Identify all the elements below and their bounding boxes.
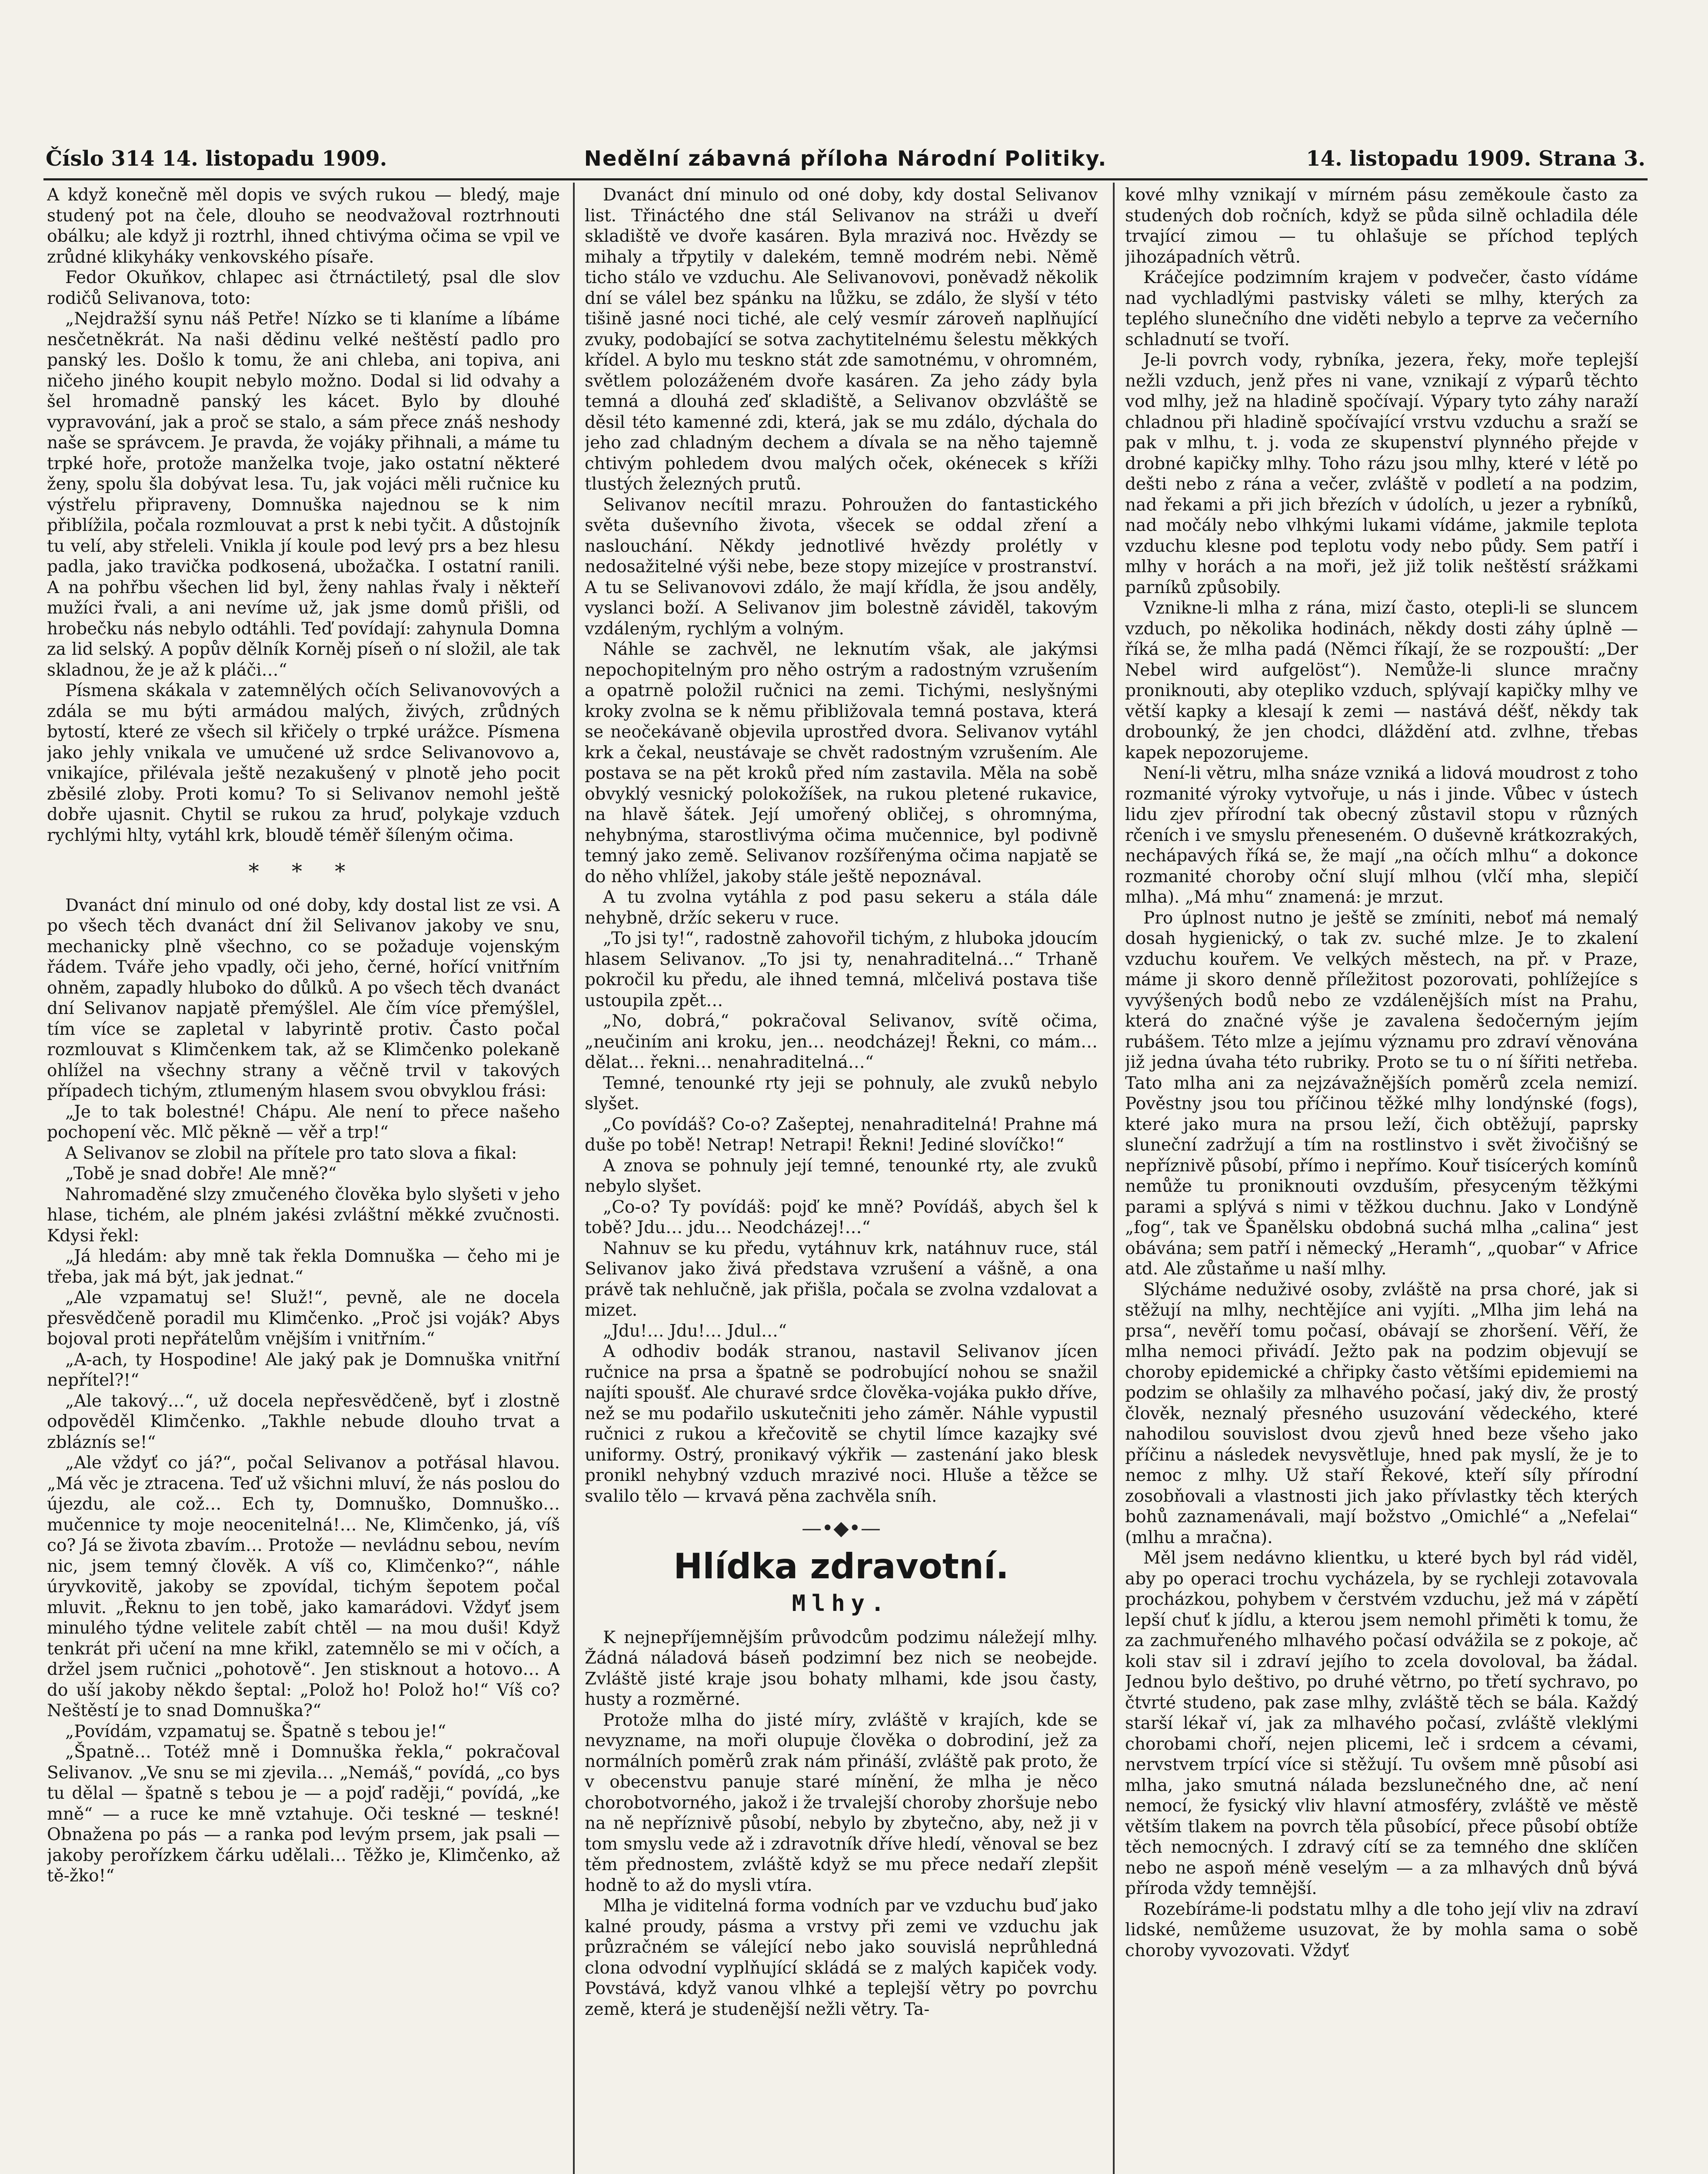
paragraph: Pro úplnost nutno je ještě se zmíniti, neboť má nemalý dosah hygienický, o tak zv. suché mlze. Je to zkalení vzduchu kouřem. Ve velkých městech, na př. v Praze, máme ji skoro denně příležitost pozorovati, pohlížejíce s vyvýšených bodů nebo ze vzdálenějších míst na Prahu, která do značné výše je zavalena šedočerným jejím rubášem. Této mlze a jejímu významu pro zdraví věnována již jedna úvaha této rubriky. Proto se tu o ní šířiti netřeba. Tato mlha ani za nejzávažnějších poměrů zcela nemizí. Pověstny jsou tou příčinou těžké mlhy londýnské (fogs), které jako mura na prsou leží, čich obtěžují, paprsky sluneční zadržují a tím na rostlinstvo i svět živočišný se nepříznivě působí, přímo i nepřímo. Kouř tisícerých komínů nemůže tu proniknouti ovzduším, přesyceným těžkými parami a splývá s nimi v těžkou duchnu. Jako v Londýně „fog“, tak ve Španělsku obdobná suchá mlha „calina“ jest obávána; sem patří i německý „Heramh“, „quobar“ v Africe atd. Ale zůstaňme u naší mlhy. [1125,908,1638,1279]
column-divider-2 [1113,183,1115,2174]
header-issue: Číslo 314 14. listopadu 1909. [46,147,387,171]
paragraph: A když konečně měl dopis ve svých rukou — bledý, maje studený pot na čele, dlouho se neodvažoval roztrhnouti obálku; ale když ji roztrhl, ihned chtivýma očima se vpil ve zrůdné klikyháky venkovského písaře. [47,185,560,267]
paragraph: Mlha je viditelná forma vodních par ve vzduchu buď jako kalné proudy, pásma a vrstvy při zemi ve vzduchu jak průzračném se válející nebo jako souvislá neprůhledná clona odvodní vyplňující skládá se z malých kapiček vody. Povstává, když vanou vlhké a teplejší větry po povrchu země, která je studenější nežli větry. Ta- [585,1896,1098,2019]
paragraph: K nejnepříjemnějším průvodcům podzimu náležejí mlhy. Žádná náladová báseň podzimní bez nich se neobejde. Zvláště jisté kraje jsou bohaty mlhami, kde jsou časty, husty a rozměrné. [585,1627,1098,1709]
paragraph: „Tobě je snad dobře! Ale mně?“ [65,1164,337,1184]
paragraph: Slýcháme neduživé osoby, zvláště na prsa choré, jak si stěžují na mlhy, nechtějíce ani vyjíti. „Mlha jim lehá na prsa“, nevěří tomu počasí, obávají se zhoršení. Věří, že mlha nemoci přivádí. Ježto pak na podzim objevují se choroby epidemické a chřipky často většími epidemiemi na podzim se ohlašily za mlhavého počasí, jaký div, že prostý člověk, neznalý přesného usuzování vědeckého, které nahodilou souvislost dvou zjevů hned beze všeho jako příčinu a následek nevysvětluje, hned pak myslí, že je to nemoc z mlhy. Už staří Řekové, kteří síly přírodní zosobňovali a vlastnosti jich jako přívlastky těch kterých bohů zaznamenávali, mají božstvo „Omichlé“ a „Nefelai“ (mlhu a mračna). [1125,1280,1638,1547]
paragraph: „Nejdražší synu náš Petře! Nízko se ti klaníme a líbáme nesčetněkrát. Na naši dědinu velké neštěstí padlo pro panský les. Došlo k tomu, že ani chleba, ani topiva, ani ničeho jiného koupit nebylo možno. Dodal si lid odvahy a šel hromadně panský les kácet. Bylo by dlouhé vypravování, jak a proč se stalo, a sám přece znáš neshody naše se správcem. Je pravda, že vojáky přihnali, a máme tu trpké hoře, protože manželka tvoje, jako ostatní některé ženy, spolu šla dobývat lesa. Tu, jak vojáci měli ručnice ku výstřelu připraveny, Domnuška najednou se k nim přiblížila, počala rozmlouvat a prst k nebi tyčit. A důstojník tu velí, aby střeleli. Vnikla jí koule pod levý prs a bez hlesu padla, jako travička podkosená, ubožačka. I ostatní ranili. A na pohřbu všechen lid byl, ženy nahlas řvaly i někteří mužíci řvali, a ani nevíme už, jak jsme domů přišli, od hrobečku nás nebylo odtáhli. Teď povídají: zahynula Domna za lid selský. A popův dělník Korněj píseň o ní složil, ale tak skladnou, že je až k pláči…“ [47,309,560,680]
paragraph: „Ale vzpamatuj se! Služ!“, pevně, ale ne docela přesvědčeně poradil mu Klimčenko. „Proč jsi voják? Abys bojoval proti nepřátelům vnějším i vnitřním.“ [47,1288,560,1349]
column-3 [1125,185,1638,2174]
page-header [46,143,1645,174]
paragraph: „Ale vždyť co já?“, počal Selivanov a potřásal hlavou. „Má věc je ztracena. Teď už všichni mluví, že nás poslou do újezdu, ale což… Ech ty, Domnuško, Domnuško… mučennice ty moje neocenitelná!… Ne, Klimčenko, já, víš co? Já se života zbavím… Protože — nevládnu sebou, nevím nic, jsem temný člověk. A víš co, Klimčenko?“, náhle úryvkovitě, jakoby se zpovídal, tichým šepotem počal mluvit. „Řeknu to jen tobě, jako kamarádovi. Vždyť jsem minulého týdne velitele zabít chtěl — na mou duši! Když tenkrát při učení na mne křikl, zatemnělo se mi v očích, a držel jsem ručnici „pohotově“. Jen stisknout a hotovo… A do uší jakoby někdo šeptal: „Polož ho! Polož ho!“ Víš co? Neštěstí je to snad Domnuška?“ [47,1453,560,1721]
paragraph: „A-ach, ty Hospodine! Ale jaký pak je Domnuška vnitřní nepřítel?!“ [47,1350,560,1390]
paragraph: Selivanov necítil mrazu. Pohroužen do fantastického světa duševního života, všecek se oddal zření a naslouchání. Někdy jednotlivé hvězdy prolétly v nedosažitelné výši nebe, beze stopy mizejíce v prostranství. A tu se Selivanovovi zdálo, že mají křídla, že jsou anděly, vyslanci boží. A Selivanov jim bolestně záviděl, takovým vzdáleným, rychlým a volným. [585,495,1098,639]
paragraph: „Co-o? Ty povídáš: pojď ke mně? Povídáš, abych šel k tobě? Jdu… jdu… Neodcházej!…“ [585,1197,1098,1237]
paragraph: „No, dobrá,“ pokračoval Selivanov, svítě očima, „neučiním ani kroku, jen… neodcházej! Řekni, co mám… dělat… řekni… nenahraditelná…“ [585,1011,1098,1072]
paragraph: A tu zvolna vytáhla z pod pasu sekeru a stála dále nehybně, držíc sekeru v ruce. [585,887,1098,928]
paragraph: „Já hledám: aby mně tak řekla Domnuška — čeho mi je třeba, jak má být, jak jednat.“ [47,1247,560,1287]
column-2 [585,185,1098,2174]
paragraph: „Je to tak bolestné! Chápu. Ale není to přece našeho pochopení věc. Mlč pěkně — věř a trp!“ [47,1102,560,1142]
paragraph: Rozebíráme-li podstatu mlhy a dle toho její vliv na zdraví lidské, nemůžeme usuzovat, že by mohla sama o sobě choroby vyvozovati. Vždyť [1125,1899,1638,1961]
paragraph: Měl jsem nedávno klientku, u které bych byl rád viděl, aby po operaci trochu vycházela, by se rychleji zotavovala procházkou, pohybem v čerstvém vzduchu, jež má v zápětí lepší chuť k jídlu, a kterou jsem nemohl přiměti k tomu, že za zachmuřeného mlhavého počasí odvážila se z pokoje, ač koli stav sil i zdraví jejího to zcela dovoloval, ba žádal. Jednou bylo deštivo, po druhé větrno, po třetí sychravo, po čtvrté studeno, pak zase mlhy, zvláště těch se bála. Každý starší lékař ví, jak za mlhavého počasí, zvláště vleklými chorobami choří, nejen plicemi, leč i srdcem a cévami, nervstvem trpící více si stěžují. Tu ovšem mně působí asi mlha, jako smutná nálada bezslunečného dne, ač není nemocí, že fysický vliv hlavní atmosféry, zvláště ve městě větším tlakem na povrch těla působící, přece působí obtíže těch nemocných. I zdravý cítí se za temného dne sklíčen nebo ne aspoň méně veselým — a za mlhavých dnů bývá příroda vždy temnější. [1125,1548,1638,1898]
header-rule [43,178,1648,180]
paragraph: A Selivanov se zlobil na přítele pro tato slova a fikal: [65,1143,517,1163]
paragraph: A odhodiv bodák stranou, nastavil Selivanov jícen ručnice na prsa a špatně se podrobující nohou se snažil najíti spoušť. Ale churavé srdce člověka-vojáka pukło dříve, než se mu podařilo uskutečniti jeho záměr. Náhle vypustil ručnici z rukou a křečovitě se chytil límce kazajky své uniformy. Ostrý, pronikavý výkřik — zastenání jako blesk pronikl nehybný vzduch mrazivé noci. Hluše a těžce se svalilo tělo — krvavá pěna zachvěla sníh. [585,1342,1098,1506]
paragraph: „Jdu!… Jdu!… Jdul…“ [603,1321,787,1341]
paragraph: „Co povídáš? Co-o? Zašeptej, nenahraditelná! Prahne má duše po tobě! Netrap! Netrapi! Řekni! Jediné slovíčko!“ [585,1114,1098,1155]
paragraph: kové mlhy vznikají v mírném pásu zeměkoule často za studených dob ročních, když se půda silně ochladila déle trvající zimou — tu ohlašuje se příchod teplých jihozápadních větrů. [1125,185,1638,267]
header-page-number: 14. listopadu 1909. Strana 3. [1306,147,1645,171]
paragraph: Je-li povrch vody, rybníka, jezera, řeky, moře teplejší nežli vzduch, jenž přes ni vane, vznikají z výparů těchto vod mlhy, jež na hladině spočívají. Výpary tyto záhy naraží chladnou při hladině spočívající vrstvu vzduchu a sraží se pak v mlhu, t. j. voda ze skupenství plynného přejde v drobné kapičky mlhy. Toho rázu jsou mlhy, které v létě po dešti nebo z rána a večer, zvláště v podletí a na podzim, nad řekami a při jich březích v údolích, u jezer a rybníků, nad močály nebo vlhkými lukami vídáme, jakmile teplota vzduchu klesne pod teplotu vody nebo půdy. Sem patří i mlhy v horách a na moři, jež již tolik neštěstí srážkami parníků způsobily. [1125,350,1638,597]
paragraph: Nahnuv se ku předu, vytáhnuv krk, natáhnuv ruce, stál Selivanov jako živá představa vzrušení a vášně, a ona právě tak nehlučně, jak přišla, počala se zvolna vzdalovat a mizet. [585,1238,1098,1320]
section-title: Hlídka zdravotní. [673,1546,1009,1587]
section-ornament: —•◆•— [802,1516,881,1540]
paragraph: „To jsi ty!“, radostně zahovořil tichým, z hluboka jdoucím hlasem Selivanov. „To jsi ty, nenahraditelná…“ Trhaně pokročil ku předu, ale ihned temná, mlčelivá postava tiše ustoupila zpět… [585,929,1098,1010]
column-1 [47,185,560,2174]
paragraph: Písmena skákala v zatemnělých očích Selivanovových a zdála se mu býti armádou malých, živých, zrůdných bytostí, které ze všech sil křičely o trpké urážce. Písmena jako jehly vnikala ve umučené už srdce Selivanovovo a, vnikajíce, přilévala ještě nezakušený v plnotě jeho pocit zběsilé zloby. Proti komu? To si Selivanov nemohl ještě dobře ujasnit. Chytil se rukou za hruď, polykaje vzduch rychlými hlty, vytáhl krk, bloudě téměř šíleným očima. [47,681,560,845]
paragraph: Vznikne-li mlha z rána, mizí často, otepli-li se sluncem vzduch, po několika hodinách, někdy dosti záhy úplně — říká se, že mlha padá (Němci říkají, že se rozpouští: „Der Nebel wird aufgelöst“). Nemůže-li slunce mračny proniknouti, aby otepliko vzduch, splývají kapičky mlhy ve větší kapky a klesají k zemi — nastává déšť, někdy tak drobounký, že jen chodci, dláždění atd. zvlhne, třebas kapek nepozorujeme. [1125,598,1638,763]
paragraph: Temné, tenounké rty jeji se pohnuly, ale zvuků nebylo slyšet. [585,1073,1098,1114]
header-publication: Nedělní zábavná příloha Národní Politiky. [584,147,1107,171]
paragraph: Fedor Okuňkov, chlapec asi čtrnáctiletý, psal dle slov rodičů Selivanova, toto: [47,268,560,308]
paragraph: Dvanáct dní minulo od oné doby, kdy dostal Selivanov list. Třináctého dne stál Selivanov na stráži u dveří skladiště ve dvoře kasáren. Byla mrazivá noc. Hvězdy se mihaly a třpytily v dalekém, temně modrém nebi. Němě ticho stálo ve vzduchu. Ale Selivanovovi, poněvadž několik dní se válel bez spánku na lůžku, se zdálo, že slyší v této tišině jasné noci tiché, ale celý vesmír zároveň naplňující zvuky, podobající se sotva zachytitelnému šelestu měkkých křídel. A bylo mu tesknо stát zde samotnému, v ohromném, světlem polozáženém dvoře kasáren. Za jeho zády byla temná a dlouhá zeď skladiště, a Selivanov obzvláště se děsil této kamenné zdi, která, jak se mu zdálo, dýchala do jeho zad chladným dechem a dívala se na něho tajemně chtivým pohledem dvou malých oček, okénecek s kříži tlustých železných prutů. [585,185,1098,494]
paragraph: Dvanáct dní minulo od oné doby, kdy dostal list ze vsi. A po všech těch dvanáct dní žil Selivanov jakoby ve snu, mechanicky plně všechno, co se požaduje vojenským řádem. Tváře jeho vpadly, oči jeho, černé, hořící vnitřním ohněm, zapadly hluboko do důlků. A po všech těch dvanáct dní Selivanov napjatě přemýšlel. Ale čím více přemýšlel, tím více se zapletal v labyrintě protiv. Často počal rozmlouvat s Klimčenkem tak, až se Klimčenko polekaně ohlížel na všechny strany a věčně trvil v takových případech tichým, ztlumeným hlasem svou obvyklou frási: [47,895,560,1101]
paragraph: „Ale takový…“, už docela nepřesvědčeně, byť i zlostně odpověděl Klimčenko. „Takhle nebude dlouho trvat a zbláznís se!“ [47,1391,560,1452]
paragraph: Náhle se zachvěl, ne leknutím však, ale jakýmsi nepochopitelným pro něho ostrým a radostným vzrušením a opatrně položil ručnici na zemi. Tichými, neslyšnými kroky zvolna se k němu přibližovala temná postava, která se neočekávaně objevila uprostřed dvora. Selivanov vytáhl krk a čekal, neustávaje se chvět radostným vzrušením. Ale postava se na pět kroků před ním zastavila. Měla na sobě obvyklý vesnický polokožíšek, na rukou pletené rukavice, na hlavě šátek. Její umořený obličej, s ohromnýma, nehybnýma, starostlivýma očima mučennice, byl podivně temný jako země. Selivanov rozšířenýma očima napjatě se do něho vhlížel, jakoby stále ještě nepoznával. [585,640,1098,887]
paragraph: Nahromaděné slzy zmučeného člověka bylo slyšeti v jeho hlase, tichém, ale plném jakési zvláštní měkké zvučnosti. Kdysi řekl: [47,1184,560,1246]
paragraph: „Špatně… Totéž mně i Domnuška řekla,“ pokračoval Selivanov. „Ve snu se mi zjevila… „Nemáš,“ povídá, „co bys tu dělal — špatně s tebou je — a pojď raději,“ povídá, „ke mně“ — a ruce ke mně vztahuje. Oči teskné — teskné! Obnažena po pás — a ranka pod levým prsem, jak psali — jakoby perořízkem čárku udělali… Těžko je, Klimčenko, až tě-žko!“ [47,1742,560,1886]
section-break-stars: * * * [248,859,359,884]
section-subtitle: Mlhy. [792,1590,891,1617]
paragraph: Kráčejíce podzimním krajem v podvečer, často vídáme nad vychladlými pastvisky váleti se mlhy, kterých za teplého slunečního dne viděti nebylo a teprve za večerního schladnutí se tvoří. [1125,268,1638,350]
paragraph: A znova se pohnuly její temné, tenounké rty, ale zvuků nebylo slyšet. [585,1156,1098,1196]
column-divider-1 [573,183,575,2174]
paragraph: Protože mlha do jisté míry, zvláště v krajích, kde se nevyzname, na moři olupuje člověka o dobrodiní, jež za normálních poměrů zrak nám přináší, zvláště pak proto, že v obecenstvu panuje staré mínění, že mlha je něco chorobotvorného, jakož i že trvalejší choroby zhoršuje nebo na ně nepříznivě působí, nebylo by zbytečno, aby, než ji v tom smyslu vede až i zdravotník dříve hledí, věnoval se bez těm přednostem, zvláště když se mu přece nedaří zlepšit hodně to až do mysli vtíra. [585,1710,1098,1895]
paragraph: Není-li větru, mlha snáze vzniká a lidová moudrost z toho rozmanité výroky vytvořuje, u nás i jinde. Vůbec v ústech lidu zjev přírodní tak obecný zůstavil stopu v různých rčeních i ve smyslu přeneseném. O duševně krátkozrakých, nechápavých říká se, že mají „na očích mlhu“ a dokonce rozmanité choroby oční slují mlhou (vlčí mha, slepičí mlha). „Má mhu“ znamená: je mrzut. [1125,764,1638,907]
paragraph: „Povídám, vzpamatuj se. Špatně s tebou je!“ [65,1721,446,1741]
